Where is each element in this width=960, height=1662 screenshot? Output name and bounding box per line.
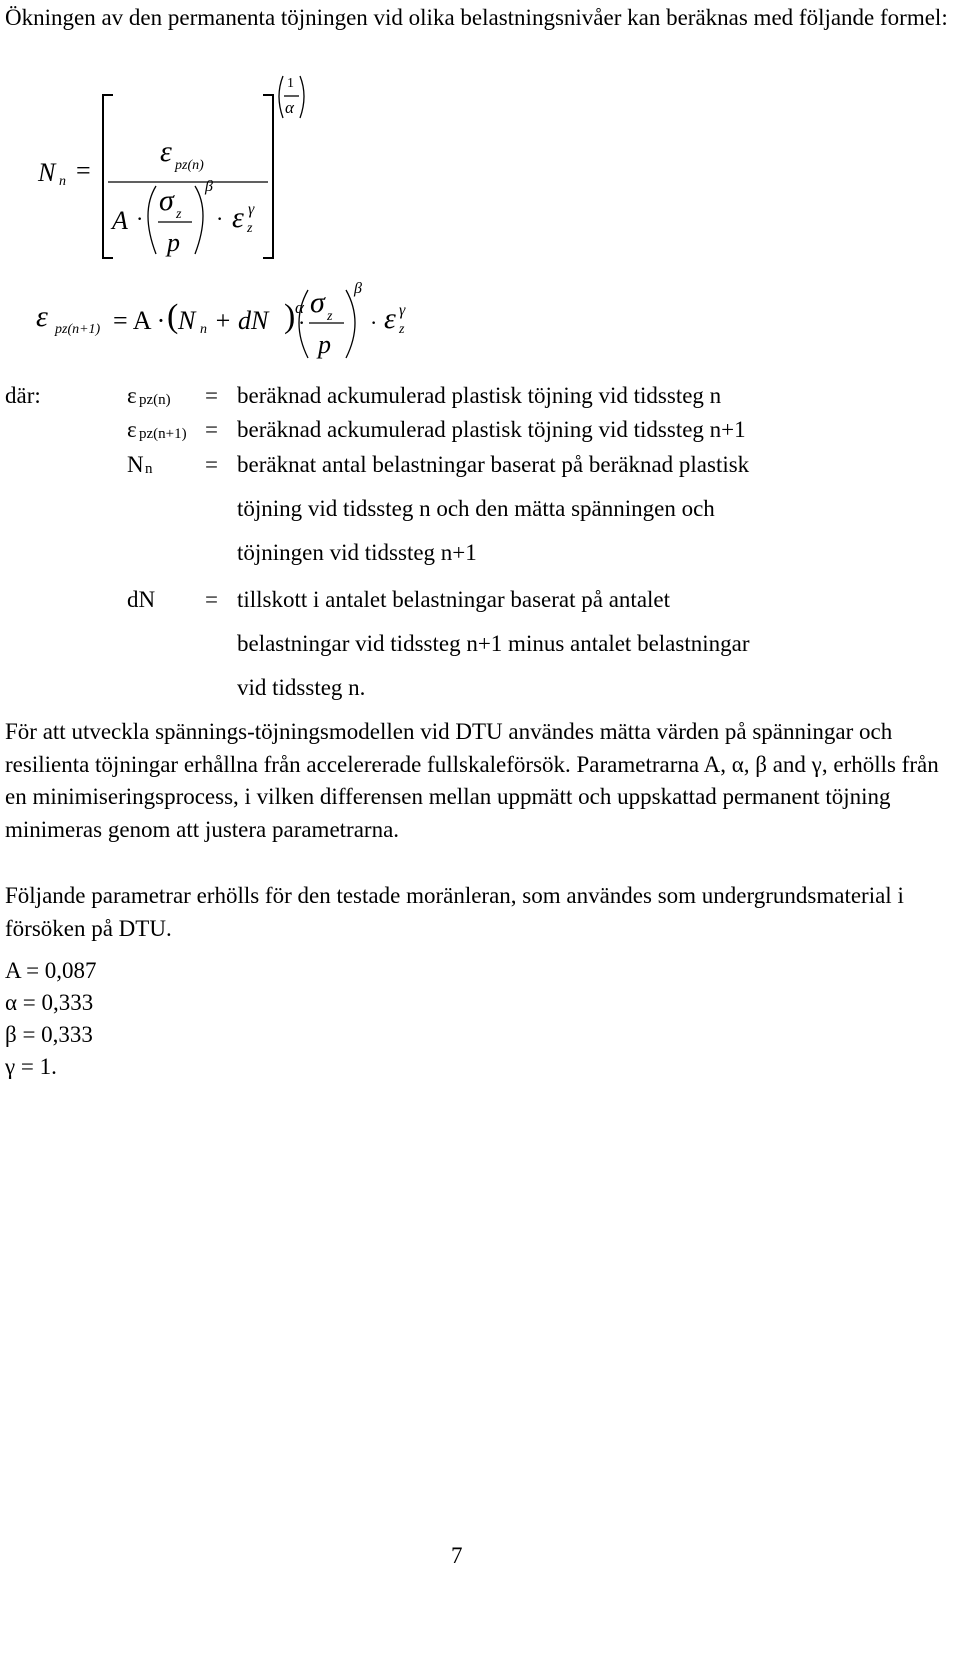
def-text: vid tidssteg n. (237, 675, 366, 700)
def-text: beräknad ackumulerad plastisk töjning vid tidssteg n (237, 383, 722, 408)
f1-num-eps: ε (160, 135, 172, 168)
def-equals: = (205, 452, 218, 477)
f2-dot1: · (298, 310, 306, 335)
paragraph-2: Följande parametrar erhölls för den testade moränleran, som användes som undergrundsmaterial i försöken på DTU. (5, 883, 904, 941)
def-text: tillskott i antalet belastningar baserat på antalet (237, 587, 671, 612)
def-equals: = (205, 383, 218, 408)
f2-sigma: σ (310, 286, 325, 319)
f1-exp-num: 1 (287, 76, 294, 91)
f1-A: A (112, 206, 128, 235)
f1-sigma-sub: z (176, 207, 182, 222)
parameter-item: α = 0,333 (5, 990, 94, 1015)
f2-open-paren: ( (167, 298, 179, 335)
def-equals: = (205, 417, 218, 442)
f2-plus-dN: + dN (214, 306, 269, 335)
f2-N-sub: n (200, 322, 207, 337)
f1-eps-z-sub: z (247, 221, 253, 236)
f1-paren-right (195, 186, 203, 254)
def-symbol: ε (127, 383, 137, 408)
page-number: 7 (451, 1543, 463, 1568)
parameter-item: β = 0,333 (5, 1022, 93, 1047)
intro-paragraph: Ökningen av den permanenta töjningen vid olika belastningsnivåer kan beräknas med följande formel: (5, 5, 948, 30)
f1-equals: = (76, 156, 91, 185)
f2-paren-right (346, 290, 355, 358)
f1-exp-den: α (285, 98, 294, 117)
f2-eps: ε (36, 300, 48, 333)
f1-exp-paren-right (300, 76, 304, 118)
def-text: beräknad ackumulerad plastisk töjning vid tidssteg n+1 (237, 417, 746, 442)
f1-dot1: · (136, 206, 144, 231)
def-text: belastningar vid tidssteg n+1 minus antalet belastningar (237, 631, 750, 656)
f1-beta: β (205, 178, 213, 195)
def-symbol-sub: pz(n) (139, 392, 171, 408)
f2-p: p (318, 330, 331, 359)
def-symbol: N (127, 452, 144, 477)
f1-sigma: σ (159, 184, 174, 217)
f2-eps-sub: pz(n+1) (55, 322, 101, 337)
def-text: töjningen vid tidssteg n+1 (237, 540, 477, 565)
f1-num-sub: pz(n) (175, 158, 204, 173)
f1-right-bracket (263, 95, 273, 258)
f2-eps-z: ε (384, 302, 396, 335)
f1-left-bracket (103, 95, 113, 258)
def-symbol: dN (127, 587, 156, 612)
def-symbol: ε (127, 417, 137, 442)
def-symbol-sub: n (145, 461, 153, 477)
f2-sigma-sub: z (327, 309, 333, 324)
f2-gamma: γ (399, 302, 406, 319)
paragraph-1: För att utveckla spännings-töjningsmodellen vid DTU användes mätta värden på spänningar och resilienta töjningar erhållna från accelererade fullskaleförsök. Parametrarna A, α, β and γ, erhölls från en minimiseringsprocess, i vilken differensen mellan uppmätt och uppskattad permanent töjning minimeras genom att justera parametrarna. (5, 719, 939, 842)
f1-dot2: · (216, 206, 224, 231)
f1-exp-paren-left (279, 76, 283, 118)
f1-lhs: N (38, 158, 56, 187)
f2-eq-A: = A · (113, 306, 166, 335)
f1-gamma: γ (248, 201, 255, 218)
f1-paren-left (148, 186, 156, 254)
f2-beta: β (354, 280, 362, 297)
parameter-item: γ = 1. (5, 1054, 57, 1079)
def-text: beräknat antal belastningar baserat på beräknad plastisk (237, 452, 750, 477)
f1-lhs-sub: n (59, 174, 66, 189)
f1-eps-z: ε (232, 201, 244, 234)
f2-dot2: · (370, 310, 378, 335)
def-symbol-sub: pz(n+1) (139, 426, 187, 442)
f2-N: N (178, 306, 196, 335)
def-equals: = (205, 587, 218, 612)
f2-alpha: α (295, 298, 304, 317)
def-text: töjning vid tidssteg n och den mätta spänningen och (237, 496, 715, 521)
f2-eps-z-sub: z (399, 322, 405, 337)
f2-close-paren: ) (284, 298, 296, 335)
parameter-item: A = 0,087 (5, 958, 97, 983)
definitions-label: där: (5, 383, 41, 408)
f1-p: p (167, 228, 180, 257)
